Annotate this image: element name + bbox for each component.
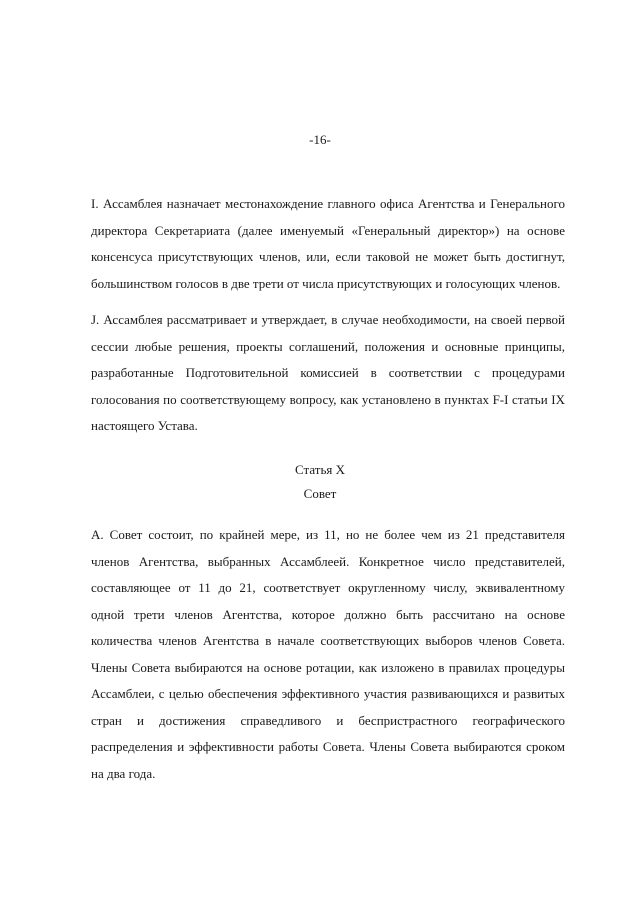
paragraph-i xyxy=(91,191,565,297)
paragraph-line: I. Ассамблея назначает местонахождение главного офиса Агентства и Генерального xyxy=(91,196,565,211)
paragraph-line: директора Секретариата (далее именуемый «Генеральный директор») на основе xyxy=(91,222,565,238)
paragraph-line: A. Совет состоит, по крайней мере, из 11, но не более чем из 21 представителя xyxy=(91,527,565,542)
paragraph-a xyxy=(91,522,565,787)
paragraph-line: количества членов Агентства в начале соответствующих выборов членов Совета. xyxy=(91,633,565,648)
paragraph-line: голосования по соответствующему вопросу, как установлено в пунктах F-I статьи IX xyxy=(91,391,565,407)
paragraph-line: разработанные Подготовительной комиссией в соответствии с процедурами xyxy=(91,365,565,380)
paragraph-line: сессии любые решения, проекты соглашений, положения и основные принципы, xyxy=(91,338,565,354)
article-subtitle: Совет xyxy=(303,486,337,501)
paragraph-line: распределения и эффективности работы Совета. Члены Совета выбираются сроком xyxy=(91,739,565,754)
paragraph-line: J. Ассамблея рассматривает и утверждает, в случае необходимости, на своей первой xyxy=(91,312,565,327)
paragraph-line: на два года. xyxy=(91,765,156,781)
article-title: Статья X xyxy=(294,462,345,477)
paragraph-j xyxy=(91,307,565,440)
paragraph-line: составляющее от 11 до 21, соответствует округленному числу, эквивалентному xyxy=(91,580,565,595)
paragraph-line: стран и достижения справедливого и беспристрастного географического xyxy=(91,712,565,728)
paragraph-line: одной трети членов Агентства, которое должно быть рассчитано на основе xyxy=(91,606,565,622)
page-number: -16- xyxy=(309,132,331,147)
paragraph-line: Члены Совета выбираются на основе ротации, как изложено в правилах процедуры xyxy=(91,659,565,675)
paragraph-line: настоящего Устава. xyxy=(91,418,198,433)
paragraph-line: консенсуса присутствующих членов, или, если таковой не может быть достигнут, xyxy=(91,249,565,264)
paragraph-line: большинством голосов в две трети от числа присутствующих и голосующих членов. xyxy=(91,275,561,291)
paragraph-line: членов Агентства, выбранных Ассамблеей. Конкретное число представителей, xyxy=(91,553,565,569)
paragraph-line: Ассамблеи, с целью обеспечения эффективного участия развивающихся и развитых xyxy=(91,686,565,701)
